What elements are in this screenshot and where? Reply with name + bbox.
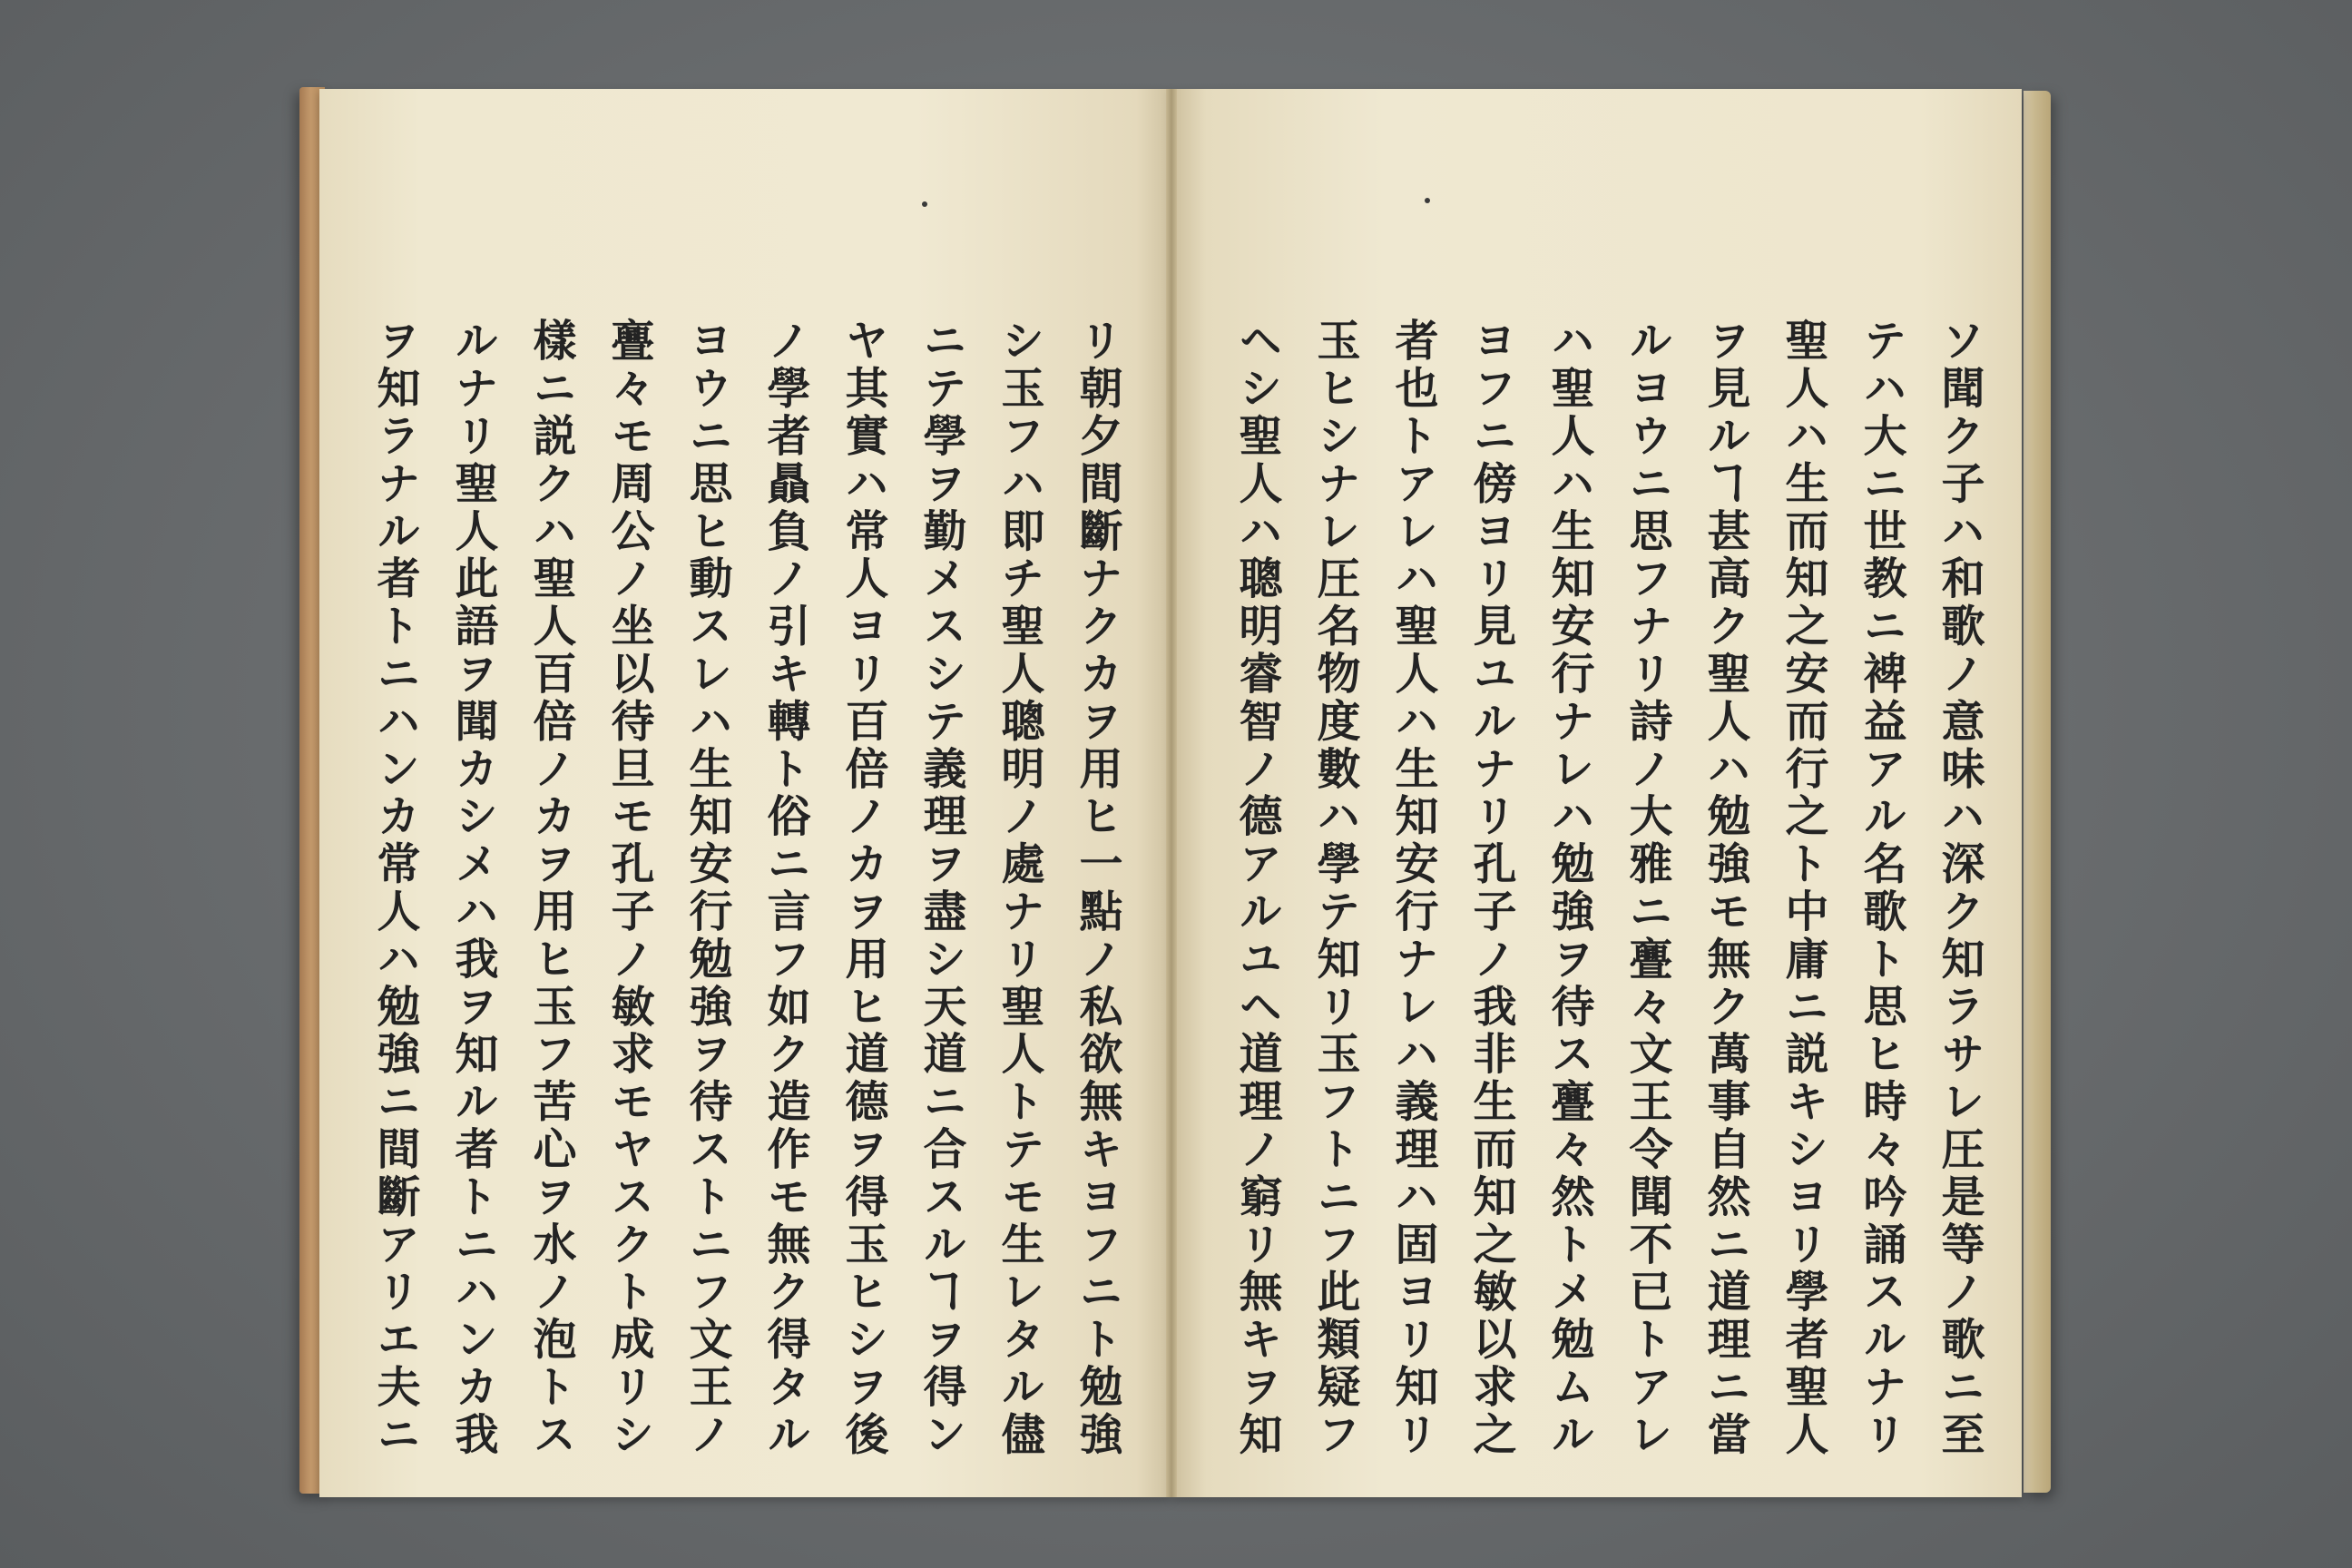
text-column: ルヨウニ思フナリ詩ノ大雅ニ亹々文王令聞不已トアレ [1622, 318, 1672, 1459]
open-book [299, 82, 2051, 1499]
book-cover-edge-right [2024, 91, 2051, 1493]
book-gutter [1166, 89, 1177, 1497]
text-column: 樣ニ説クハ聖人百倍ノカヲ用ヒ玉フ苦心ヲ水ノ泡トス [525, 318, 576, 1459]
text-column: ヲ知ラナル者トニハンカ常人ハ勉強ニ間斷アリエ夫ニ [369, 318, 420, 1459]
text-column: ルナリ聖人此語ヲ聞カシメハ我ヲ知ル者トニハンカ我 [447, 318, 498, 1459]
text-column: ヨフニ傍ヨリ見ユルナリ孔子ノ我非生而知之敏以求之 [1465, 318, 1516, 1459]
text-column: ニテ學ヲ勤メスシテ義理ヲ盡シ天道ニ合スルヿヲ得ン [916, 318, 966, 1459]
text-column: 者也トアレハ聖人ハ生知安行ナレハ義理ハ固ヨリ知リ [1387, 318, 1438, 1459]
text-column: ヲ見ルヿ甚高ク聖人ハ勉強モ無ク萬事自然ニ道理ニ當 [1700, 318, 1750, 1459]
text-column: ヤ其實ハ常人ヨリ百倍ノカヲ用ヒ道德ヲ得玉ヒシヲ後 [838, 318, 888, 1459]
text-column: ノ學者贔負ノ引キ轉ト俗ニ言フ如ク造作モ無ク得タル [760, 318, 810, 1459]
text-column: テハ大ニ世教ニ裨益アル名歌ト思ヒ時々吟誦スルナリ [1856, 318, 1906, 1459]
text-column: ヘシ聖人ハ聰明睿智ノ德アルユヘ道理ノ窮リ無キヲ知 [1231, 318, 1282, 1459]
text-column: 聖人ハ生而知之安而行之ト中庸ニ説キシヨリ學者聖人 [1778, 318, 1828, 1459]
page-mark-dot [922, 201, 927, 207]
page-mark-dot [1425, 198, 1430, 203]
text-column: ヨウニ思ヒ動スレハ生知安行勉強ヲ待ストニフ文王ノ [681, 318, 732, 1459]
right-page-text [1227, 318, 1998, 1459]
text-column: 亹々モ周公ノ坐以待旦モ孔子ノ敏求モヤスクト成リシ [603, 318, 654, 1459]
text-column: 玉ヒシナレ圧名物度數ハ學テ知リ玉フトニフ此類疑フ [1309, 318, 1360, 1459]
text-column: ソ聞ク子ハ和歌ノ意味ハ深ク知ラサレ圧是等ノ歌ニ至 [1934, 318, 1984, 1459]
text-column: ハ聖人ハ生知安行ナレハ勉強ヲ待ス亹々然トメ勉ムル [1544, 318, 1594, 1459]
left-page-text [356, 318, 1136, 1459]
text-column: シ玉フハ即チ聖人聰明ノ處ナリ聖人トテモ生レタル儘 [994, 318, 1044, 1459]
text-column: リ朝夕間斷ナクカヲ用ヒ一點ノ私欲無キヨフニト勉強 [1072, 318, 1122, 1459]
